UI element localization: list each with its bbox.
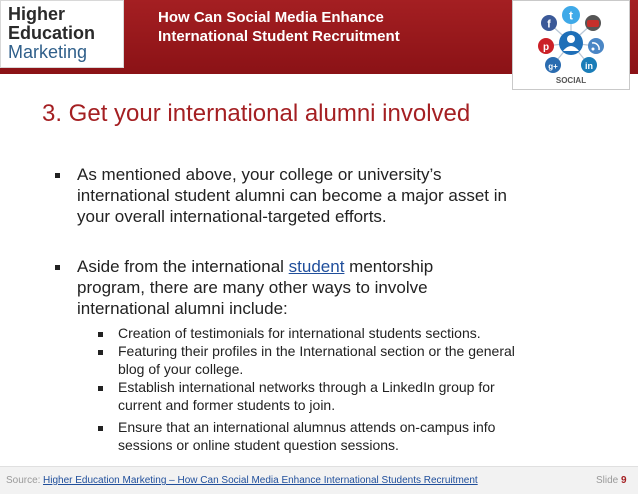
sub-bullet-3 <box>118 378 495 414</box>
bullet-marker <box>55 256 60 277</box>
logo-line-2: Education <box>8 23 96 43</box>
youtube-icon <box>585 15 601 31</box>
svg-text:t: t <box>569 8 573 23</box>
source-link[interactable]: Higher Education Marketing – How Can Social Media Enhance International Students Recruitment <box>43 475 478 486</box>
svg-text:p: p <box>542 42 550 53</box>
google-plus-icon <box>545 57 561 73</box>
bullet-1-line-3: your overall international-targeted efforts. <box>77 207 387 226</box>
sub-bullet-3-line-2: current and former students to join. <box>118 397 336 413</box>
slide-number: 9 <box>621 475 627 486</box>
bullet-2-line-2: program, there are many other ways to involve <box>77 278 428 297</box>
svg-text:g+: g+ <box>548 62 558 71</box>
sub-bullet-4 <box>118 418 495 454</box>
sub-bullet-1 <box>118 324 481 342</box>
social-network-graphic <box>513 1 629 89</box>
svg-text:f: f <box>547 18 551 31</box>
bullet-1-line-2: international student alumni can become a major asset in <box>77 186 507 205</box>
facebook-icon <box>541 15 557 31</box>
logo-line-1: Higher <box>8 4 66 24</box>
bullet-2-line-3: international alumni include: <box>77 299 288 318</box>
sub-bullet-4-line-2: sessions or online student question sessions. <box>118 437 399 453</box>
bullet-1-line-1: As mentioned above, your college or university’s <box>77 165 442 184</box>
pinterest-icon <box>538 38 554 54</box>
header-title-line-2: International Student Recruitment <box>158 28 400 45</box>
header-title-line-1: How Can Social Media Enhance <box>158 9 384 26</box>
sub-bullet-3-line-1: Establish international networks through a LinkedIn group for <box>118 379 495 395</box>
sub-bullet-marker <box>98 418 103 436</box>
sub-bullet-4-line-1: Ensure that an international alumnus attends on-campus info <box>118 419 496 435</box>
bullet-2-text-pre: Aside from the international <box>77 257 289 276</box>
bullet-2 <box>77 256 433 319</box>
sub-bullet-2-line-1: Featuring their profiles in the International section or the general <box>118 343 515 359</box>
sub-bullet-1-line-1: Creation of testimonials for international students sections. <box>118 325 481 341</box>
rss-icon <box>588 38 604 54</box>
sub-bullet-marker <box>98 378 103 396</box>
bullet-1 <box>77 164 507 227</box>
linkedin-icon <box>581 57 597 73</box>
logo <box>0 0 124 68</box>
sub-bullet-marker <box>98 324 103 342</box>
footer <box>0 466 638 494</box>
header-title <box>158 8 458 46</box>
bullet-2-text-post: mentorship <box>344 257 434 276</box>
user-hub-icon <box>559 31 583 55</box>
slide-label: Slide <box>596 475 619 486</box>
student-link[interactable]: student <box>288 257 345 276</box>
sub-bullet-2 <box>118 342 515 378</box>
svg-text:in: in <box>585 61 593 71</box>
twitter-icon <box>562 6 580 24</box>
source-label: Source: <box>6 475 41 486</box>
slide-heading: 3. Get your international alumni involved <box>42 100 471 127</box>
sub-bullet-2-line-2: blog of your college. <box>118 361 244 377</box>
bullet-2-line-1 <box>77 256 433 277</box>
social-label: SOCIAL <box>555 76 587 85</box>
social-badge <box>512 0 630 90</box>
bullet-marker <box>55 164 60 185</box>
sub-bullet-marker <box>98 342 103 360</box>
logo-line-3: Marketing <box>8 42 88 62</box>
